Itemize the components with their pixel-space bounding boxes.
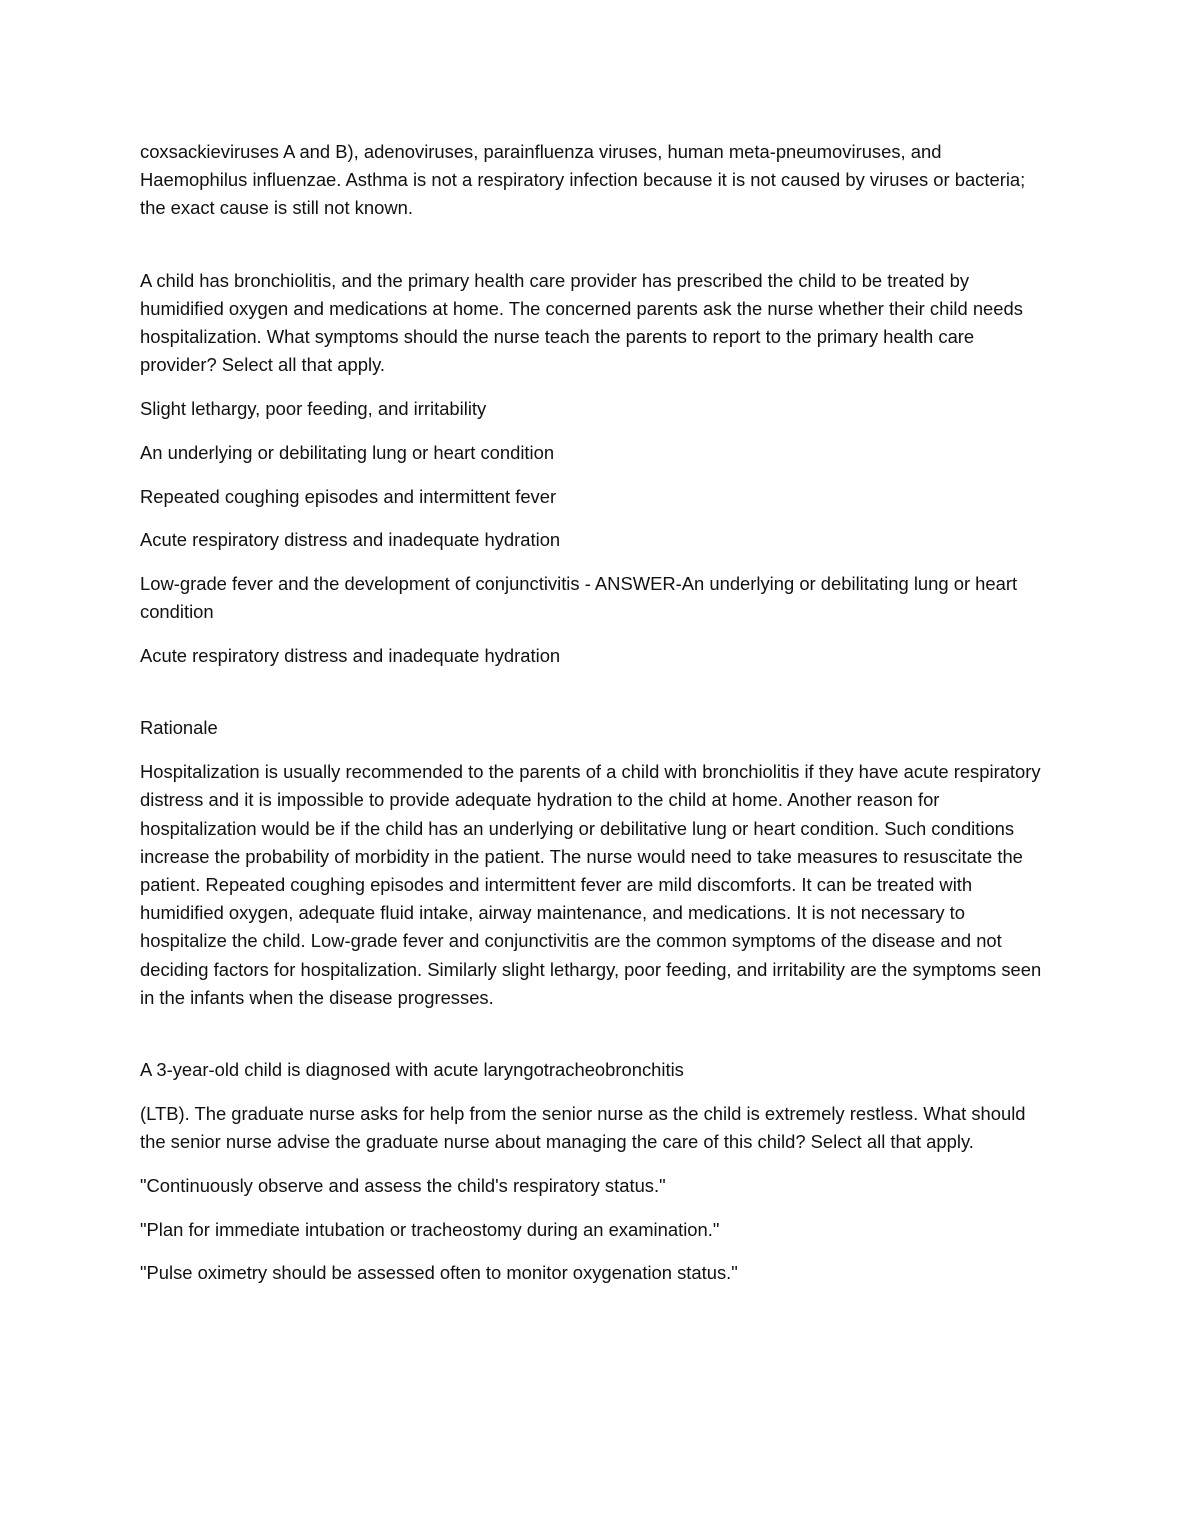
rationale-paragraph: Hospitalization is usually recommended to the parents of a child with bronchiolitis if they have acute respiratory distress and it is impossible to provide adequate hydration to the child at home. Another reason for hospitalization would be if the child has an underlying or debilitative lung or heart condition. Such conditions increase the probability of morbidity in the patient. The nurse would need to take measures to resuscitate the patient. Repeated coughing episodes and intermittent fever are mild discomforts. It can be treated with humidified oxygen, adequate fluid intake, airway maintenance, and medications. It is not necessary to hospitalize the child. Low-grade fever and conjunctivitis are the common symptoms of the disease and not deciding factors for hospitalization. Similarly slight lethargy, poor feeding, and irritability are the symptoms seen in the infants when the disease progresses.	[140, 761, 1042, 1008]
rationale-heading: Rationale	[140, 717, 218, 739]
document-page	[140, 138, 1050, 1303]
question-2-option: "Plan for immediate intubation or tracheostomy during an examination."	[140, 1218, 720, 1240]
question-1-option: An underlying or debilitating lung or heart condition	[140, 441, 555, 463]
question-1-answer-extra: Acute respiratory distress and inadequate hydration	[140, 645, 561, 667]
question-1-option: Slight lethargy, poor feeding, and irritability	[140, 398, 487, 420]
question-1-option-with-answer: Low-grade fever and the development of conjunctivitis - ANSWER-An underlying or debilitating lung or heart condition	[140, 573, 1018, 623]
question-2-stem-line-2: (LTB). The graduate nurse asks for help from the senior nurse as the child is extremely restless. What should the senior nurse advise the graduate nurse about managing the care of this child? Select all that apply.	[140, 1102, 1026, 1153]
question-1-option: Repeated coughing episodes and intermittent fever	[140, 485, 557, 507]
question-1-option: Acute respiratory distress and inadequate hydration	[140, 529, 561, 551]
question-1-stem: A child has bronchiolitis, and the primary health care provider has prescribed the child to be treated by humidified oxygen and medications at home. The concerned parents ask the nurse whether their child needs hospitalization. What symptoms should the nurse teach the parents to report to the primary health care provider? Select all that apply.	[140, 269, 1023, 376]
question-2-option: "Continuously observe and assess the child's respiratory status."	[140, 1174, 666, 1196]
question-2-stem-line-1: A 3-year-old child is diagnosed with acute laryngotracheobronchitis	[140, 1059, 684, 1081]
intro-paragraph: coxsackieviruses A and B), adenoviruses, parainfluenza viruses, human meta-pneumoviruses, and Haemophilus influenzae. Asthma is not a respiratory infection because it is not caused by viruses or bacteria; the exact cause is still not known.	[140, 141, 1026, 219]
question-2-option: "Pulse oximetry should be assessed often to monitor oxygenation status."	[140, 1262, 738, 1284]
